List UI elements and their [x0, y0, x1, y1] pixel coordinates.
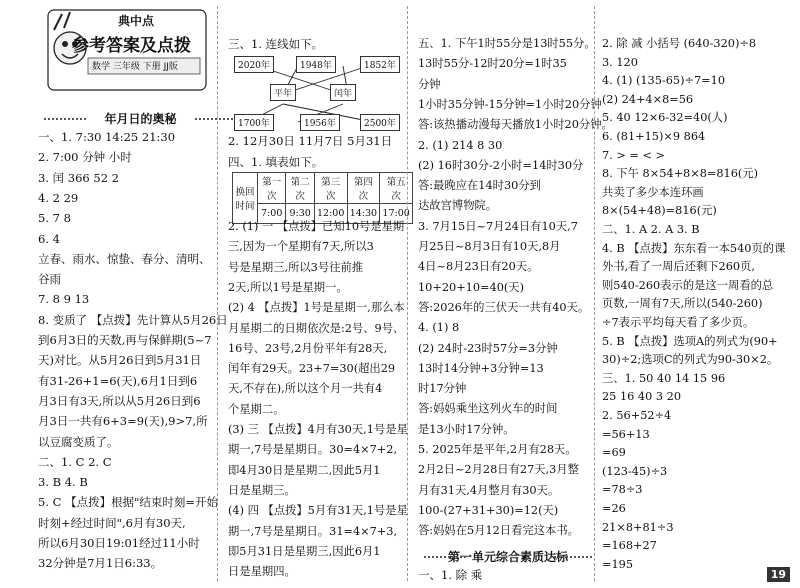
- answer-line: 二、1. C 2. C: [38, 454, 112, 469]
- answer-line: 2. 56+52÷4: [602, 409, 672, 422]
- table-cell: 7:00: [258, 204, 286, 224]
- answer-line: 8×(54+48)=816(元): [602, 204, 717, 218]
- answer-line: 外书,看了一周后还剩下260页,: [602, 260, 756, 274]
- answer-line: 25 16 40 3 20: [602, 390, 682, 404]
- answer-line: 个星期二。: [228, 402, 285, 416]
- answer-line: (4) 四 【点拨】5月有31天,1号是星: [228, 504, 408, 518]
- answer-line: 则540-260表示的是这一周看的总: [602, 278, 774, 292]
- table-cell: 换回时间: [233, 173, 258, 224]
- answer-line: 答:该热播动漫每天播放1小时20分钟。: [418, 118, 613, 132]
- answer-line: 即5月31日是星期三,因此6月1: [228, 544, 381, 558]
- table-cell: 第五次: [380, 173, 413, 204]
- answer-line: 日是星期四。: [228, 565, 296, 579]
- answer-line: =56+13: [602, 427, 650, 441]
- answer-line: 月有31天,4月整月有30天。: [418, 483, 560, 497]
- answer-line: =69: [602, 446, 626, 460]
- answer-line: 二、1. A 2. A 3. B: [602, 223, 700, 236]
- answer-line: 3. B 4. B: [38, 475, 88, 490]
- answer-line: 到6月3日的天数,再与保鲜期(5~7: [38, 333, 212, 347]
- answer-line: 2. (1) 214 8 30: [418, 138, 503, 152]
- table-cell: 第一次: [258, 173, 286, 204]
- answer-line: 5. C 【点拨】根据"结束时刻=开始: [38, 495, 219, 510]
- answer-line: 3. 7月15日~7月24日有10天,7: [418, 219, 578, 233]
- answer-line: 谷雨: [38, 272, 61, 287]
- answer-line: ÷7表示平均每天看了多少页。: [602, 316, 755, 329]
- answer-line: 7. 8 9 13: [38, 292, 90, 307]
- answer-line: 答:妈妈乘坐这列火车的时间: [418, 402, 558, 416]
- answer-line: 一、1. 除 乘: [418, 568, 483, 582]
- section-title: 年月日的奥秘: [38, 110, 243, 126]
- answer-line: 4. (1) 8: [418, 321, 460, 335]
- label-box-leap-year: 闰年: [330, 84, 356, 101]
- answer-line: 所以6月30日19:01经过11小时: [38, 536, 200, 550]
- page-number: 19: [767, 567, 790, 582]
- answer-line: (123-45)÷3: [602, 464, 668, 478]
- answer-line: 16号、23号,2月份平年有28天,: [228, 341, 388, 355]
- answer-line: 天)对比。从5月26日到5月31日: [38, 353, 202, 368]
- answer-line: 4. (1) (135-65)÷7=10: [602, 74, 726, 88]
- answer-line: 2天,所以1号是星期一。: [228, 280, 348, 294]
- brand-label: 典中点: [118, 14, 155, 28]
- answer-line: 2. 7:00 分钟 小时: [38, 150, 132, 165]
- answer-line: 闰年有29天。23+7=30(超出29: [228, 362, 396, 376]
- year-box: 1852年: [360, 56, 400, 73]
- answer-line: 3. 120: [602, 55, 638, 69]
- match-title: 三、1. 连线如下。: [228, 37, 324, 51]
- answer-line: =78÷3: [602, 483, 643, 497]
- answer-line: 10+20+10=40(天): [418, 280, 525, 294]
- answer-line: 5. 2025年是平年,2月有28天。: [418, 443, 577, 456]
- answer-line: 30)÷2;选项C的列式为90-30×2。: [602, 353, 779, 367]
- page-title: 参考答案及点拨: [72, 36, 191, 56]
- answer-line: 即4月30日是星期二,因此5月1: [228, 463, 381, 477]
- answer-line: 时刻+经过时间",6月有30天,: [38, 515, 186, 530]
- answer-line: 五、1. 下午1时55分是13时55分。: [418, 37, 596, 50]
- answer-line: 以豆腐变质了。: [38, 434, 119, 449]
- answer-line: 月25日~8月3日有10天,8月: [418, 240, 561, 253]
- column-divider: [407, 6, 408, 581]
- answer-line: =26: [602, 502, 626, 515]
- answer-line: 1小时35分钟-15分钟=1小时20分钟: [418, 97, 602, 111]
- answer-line: 5. 7 8: [38, 211, 71, 226]
- answer-line: (2) 16时30分-2小时=14时30分: [418, 158, 584, 172]
- answer-line: 立春、雨水、惊蛰、春分、清明、: [38, 251, 211, 266]
- answer-line: 21×8+81÷3: [602, 520, 674, 534]
- table-row: [233, 173, 413, 204]
- answer-line: 期一,7号是星期日。31=4×7+3,: [228, 524, 398, 538]
- page-subtitle: 数学 三年级 下册 JJ版: [92, 62, 178, 72]
- fill-title: 四、1. 填表如下。: [228, 155, 324, 169]
- answer-line: 6. (81+15)×9 864: [602, 130, 706, 143]
- column-divider: [594, 6, 595, 581]
- schedule-table: [232, 172, 413, 224]
- answer-line: 4. B 【点拨】东东看一本540页的课: [602, 241, 786, 255]
- year-box: 2500年: [360, 114, 400, 131]
- answer-line: 13时14分钟+3分钟=13: [418, 361, 544, 375]
- answer-line: (2) 4 【点拨】1号是星期一,那么本: [228, 301, 405, 315]
- answer-line: 答:妈妈在5月12日看完这本书。: [418, 524, 579, 538]
- answer-line: 期一,7号是星期日。30=4×7+2,: [228, 443, 398, 457]
- table-cell: 第二次: [286, 173, 314, 204]
- answer-line: 号是星期三,所以3号往前推: [228, 260, 364, 274]
- answer-line: 3. 闰 366 52 2: [38, 170, 119, 185]
- section-title: 第一单元综合素质达标: [418, 548, 598, 564]
- answer-line: (2) 24+4×8=56: [602, 92, 694, 106]
- answer-line: 13时55分-12时20分=1时35: [418, 57, 567, 71]
- table-cell: 第四次: [347, 173, 380, 204]
- table-cell: 12:00: [314, 204, 347, 224]
- answer-line: 页数,一周有7天,所以(540-260): [602, 297, 763, 311]
- table-cell: 14:30: [347, 204, 380, 224]
- answer-line: 100-(27+31+30)=12(天): [418, 503, 559, 517]
- answer-line: 月3日有3天,所以从5月26日到6: [38, 393, 201, 408]
- answer-line: 7. > = < >: [602, 148, 666, 162]
- year-box: 1948年: [296, 56, 336, 73]
- column-divider: [217, 6, 218, 581]
- answer-line: 32分钟是7月1日6:33。: [38, 556, 163, 571]
- answer-line: 是13小时17分钟。: [418, 422, 515, 436]
- table-cell: 9:30: [286, 204, 314, 224]
- year-box: 1956年: [300, 114, 340, 131]
- answer-line: 月3日一共有6+3=9(天),9>7,所: [38, 414, 208, 429]
- answer-line: (2) 24时-23时57分=3分钟: [418, 341, 558, 355]
- answer-line: 月星期二的日期依次是:2号、9号、: [228, 321, 405, 335]
- answer-line: (3) 三 【点拨】4月有30天,1号是星: [228, 423, 408, 436]
- year-box: 2020年: [234, 56, 274, 73]
- answer-line: 5. 40 12×6-32=40(人): [602, 111, 728, 125]
- answer-line: 2. (1) 一 【点拨】已知10号是星期: [228, 220, 405, 233]
- answer-line: 2. 除 减 小括号 (640-320)÷8: [602, 37, 757, 50]
- answer-line: 时17分钟: [418, 382, 467, 396]
- answer-line: 有31-26+1=6(天),6月1日到6: [38, 373, 198, 388]
- answer-line: 日是星期三。: [228, 483, 296, 497]
- answer-line: 答:2026年的三伏天一共有40天。: [418, 300, 590, 314]
- table-cell: 17:00: [380, 204, 413, 224]
- answer-line: 2月2日~2月28日有27天,3月整: [418, 463, 579, 477]
- answer-line: 天,不存在),所以这个月一共有4: [228, 382, 383, 396]
- table-cell: 第三次: [314, 173, 347, 204]
- answer-line: 4日~8月23日有20天。: [418, 260, 539, 274]
- dates-answer: 2. 12月30日 11月7日 5月31日: [228, 134, 393, 148]
- answer-line: 8. 变质了 【点拨】先计算从5月26日: [38, 312, 228, 327]
- answer-line: 5. B 【点拨】选项A的列式为(90+: [602, 334, 778, 348]
- year-box: 1700年: [234, 114, 274, 131]
- answer-line: 8. 下午 8×54+8×8=816(元): [602, 167, 759, 181]
- answer-line: 4. 2 29: [38, 190, 79, 205]
- answer-line: 6. 4: [38, 231, 60, 246]
- answer-line: =195: [602, 557, 634, 571]
- answer-line: 达故宫博物院。: [418, 199, 498, 213]
- answer-line: 分钟: [418, 77, 441, 91]
- answer-line: 三,因为一个星期有7天,所以3: [228, 240, 374, 254]
- answer-line: 共卖了多少本连环画: [602, 185, 704, 199]
- answer-line: =168+27: [602, 539, 657, 553]
- label-box-common-year: 平年: [270, 84, 296, 101]
- answer-line: 一、1. 7:30 14:25 21:30: [38, 130, 176, 144]
- answer-line: 答:最晚应在14时30分到: [418, 179, 541, 193]
- answer-line: 三、1. 50 40 14 15 96: [602, 371, 726, 385]
